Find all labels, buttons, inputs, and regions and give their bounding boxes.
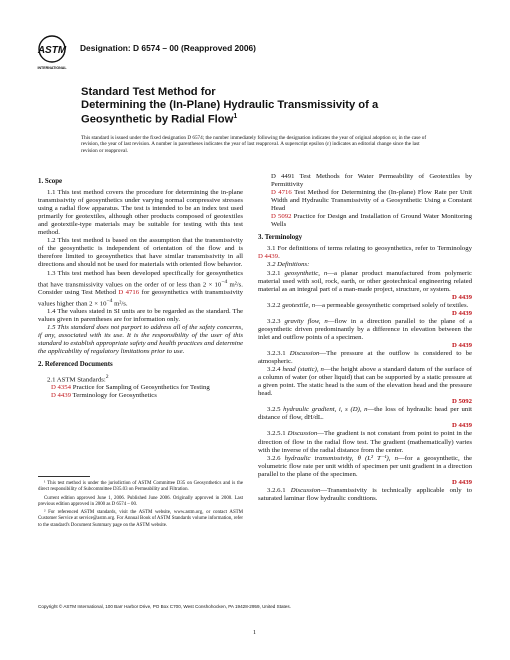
section-refs-heading: 2. Referenced Documents — [38, 361, 113, 369]
scope-1-2: 1.2 This test method is based on the assumption that the transmissivity of the geosynthetic is independent of orientation of the flow and is therefore limited to geosynthetics that have similar transmissivity in all directions and should not be used for materials with oriented flow behavior. — [38, 237, 243, 269]
ref-link-d4354[interactable]: D 4354 — [51, 383, 72, 391]
term-geosynthetic: 3.2.1 geosynthetic, n—a planar product manufactured from polymeric material used with soil, rock, earth, or other geotechnical engineering related material as an integral part of a man-made project, structure, or system. D 4439 — [258, 269, 472, 301]
term-hydraulic-gradient-discussion: 3.2.5.1 Discussion—The gradient is not constant from point to point in the direction of flow in the radial flow test. The gradient (mathematically) varies with the inverse of the radial distance from the center. — [258, 430, 473, 454]
ref-item-1: D 4354 Practice for Sampling of Geosynthetics for Testing — [51, 383, 210, 391]
copyright-line: Copyright © ASTM International, 100 Barr Harbor Drive, PO Box C700, West Conshohocken, PA 19428-2959, United States. — [38, 604, 291, 609]
scope-1-3: 1.3 This test method has been developed specifically for geosynthetics that have transmissivity values on the order of or less than $2 \times 10^{-4}$ m²/s. Consider using Test Method D 4716 for geosynthetics with transmissivity values higher than $2 \times 10^{-4}$ m²/s. — [38, 269, 243, 308]
refs-2-1: 2.1 ASTM Standards:$^2$ — [47, 373, 109, 383]
ref-link-d4716-b[interactable]: D 4716 — [271, 189, 292, 197]
term-geotextile: 3.2.2 geotextile, n—a permeable geosynthetic comprised solely of textiles. D 4439 — [267, 301, 472, 317]
footnote-1: ¹ This test method is under the jurisdiction of ASTM Committee D35 on Geosynthetics and is the direct responsibility of Subcommittee D35.03 on Permeability and Filtration. — [38, 481, 243, 493]
document-title — [81, 86, 441, 127]
term-3-2: 3.2 Definitions: — [267, 261, 310, 269]
ref-link-d4439-b[interactable]: D 4439 — [258, 253, 279, 261]
footnotes — [38, 481, 243, 531]
ref-item-3: D 4491 Test Methods for Water Permeability of Geotextiles by Permittivity — [271, 173, 472, 189]
ref-link-d4439[interactable]: D 4439 — [51, 391, 72, 399]
scope-1-5: 1.5 This standard does not purport to address all of the safety concerns, if any, associated with its use. It is the responsibility of the user of this standard to establish appropriate safety and health practices and determine the applicability of regulatory limitations prior to use. — [38, 324, 243, 356]
title-line-3: Geosynthetic by Radial Flow$^1$ — [81, 113, 238, 126]
term-hydraulic-transmissivity: 3.2.6 hydraulic transmissivity, θ (L² T⁻¹), n—for a geosynthetic, the volumetric flow rate per unit width of specimen per unit gradient in a direction parallel to the plane of the specimen. D 4439 — [258, 454, 472, 486]
column-right — [258, 173, 472, 503]
term-gravity-flow-discussion: 3.2.3.1 Discussion—The pressure at the outflow is considered to be atmospheric. — [258, 349, 473, 366]
ref-link-d4716[interactable]: D 4716 — [118, 288, 140, 296]
scope-1-1: 1.1 This test method covers the procedure for determining the in-plane transmissivity of geosynthetics under varying normal compressive stresses using a radial flow apparatus. The test is intended to be an index test used primarily for geotextiles, although other products composed of geotextiles and geotextile-type materials may be suitable for testing with this test method. — [38, 189, 243, 237]
section-terminology-heading: 3. Terminology — [258, 234, 303, 242]
issued-note: This standard is issued under the fixed designation D 6574; the number immediately following the designation indicates the year of original adoption or, in the case of revision, the year of last revision. A number in parentheses indicates the year of last reapproval. A superscript epsilon (ε) indicates an editorial change since the last revision or reapproval. — [81, 135, 427, 154]
ref-item-4: D 4716 Test Method for Determining the (In-plane) Flow Rate per Unit Width and Hydraulic Transmissivity of a Geosynthetic Using a Constant Head — [271, 189, 473, 213]
designation: Designation: D 6574 – 00 (Reapproved 2006) — [80, 43, 256, 53]
column-left — [38, 173, 243, 400]
title-line-2: Determining the (In-Plane) Hydraulic Transmissivity of a — [81, 98, 379, 111]
ref-code-d4491: D 4491 — [271, 173, 295, 180]
title-line-1: Standard Test Method for — [81, 86, 216, 98]
ref-item-2: D 4439 Terminology for Geosynthetics — [51, 391, 157, 399]
page-number: 1 — [253, 629, 257, 636]
term-gravity-flow: 3.2.3 gravity flow, n—flow in a direction parallel to the plane of a geosynthetic driven predominantly by a difference in elevation between the inlet and outflow points of a specimen. D 4439 — [258, 317, 473, 349]
footnote-divider — [38, 476, 90, 477]
footnote-1b: Current edition approved June 1, 2006. Published June 2006. Originally approved in 2000. Last previous edition approved in 2000 as D 6574 – 00. — [38, 495, 243, 507]
term-3-1: 3.1 For definitions of terms relating to geosynthetics, refer to Terminology D 4439. — [258, 245, 472, 261]
footnote-2: ² For referenced ASTM standards, visit the ASTM website, www.astm.org, or contact ASTM Customer Service at service@astm.org. For Annual Book of ASTM Standards volume information, refer to the standard's Document Summary page on the ASTM website. — [38, 510, 243, 528]
term-head-static: 3.2.4 head (static), n—the height above a standard datum of the surface of a column of water (or other liquid) that can be supported by a static pressure at a given point. The static head is the sum of the elevation head and the pressure head. D 5092 — [258, 366, 472, 406]
astm-logo — [37, 34, 67, 80]
scope-1-4: 1.4 The values stated in SI units are to be regarded as the standard. The values given in parentheses are for information only. — [38, 308, 243, 324]
section-scope-heading: 1. Scope — [38, 178, 63, 185]
term-transmissivity-discussion: 3.2.6.1 Discussion—Transmissivity is technically applicable only to saturated laminar flow hydraulic conditions. — [258, 486, 472, 502]
svg-text:ASTM: ASTM — [37, 45, 67, 56]
term-hydraulic-gradient: 3.2.5 hydraulic gradient, i, s (D), n—the loss of hydraulic head per unit distance of flow, dH/dL. D 4439 — [258, 406, 472, 430]
ref-link-d5092[interactable]: D 5092 — [271, 213, 292, 221]
ref-item-5: D 5092 Practice for Design and Installation of Ground Water Monitoring Wells — [271, 213, 473, 229]
logo-text: INTERNATIONAL — [37, 66, 67, 70]
